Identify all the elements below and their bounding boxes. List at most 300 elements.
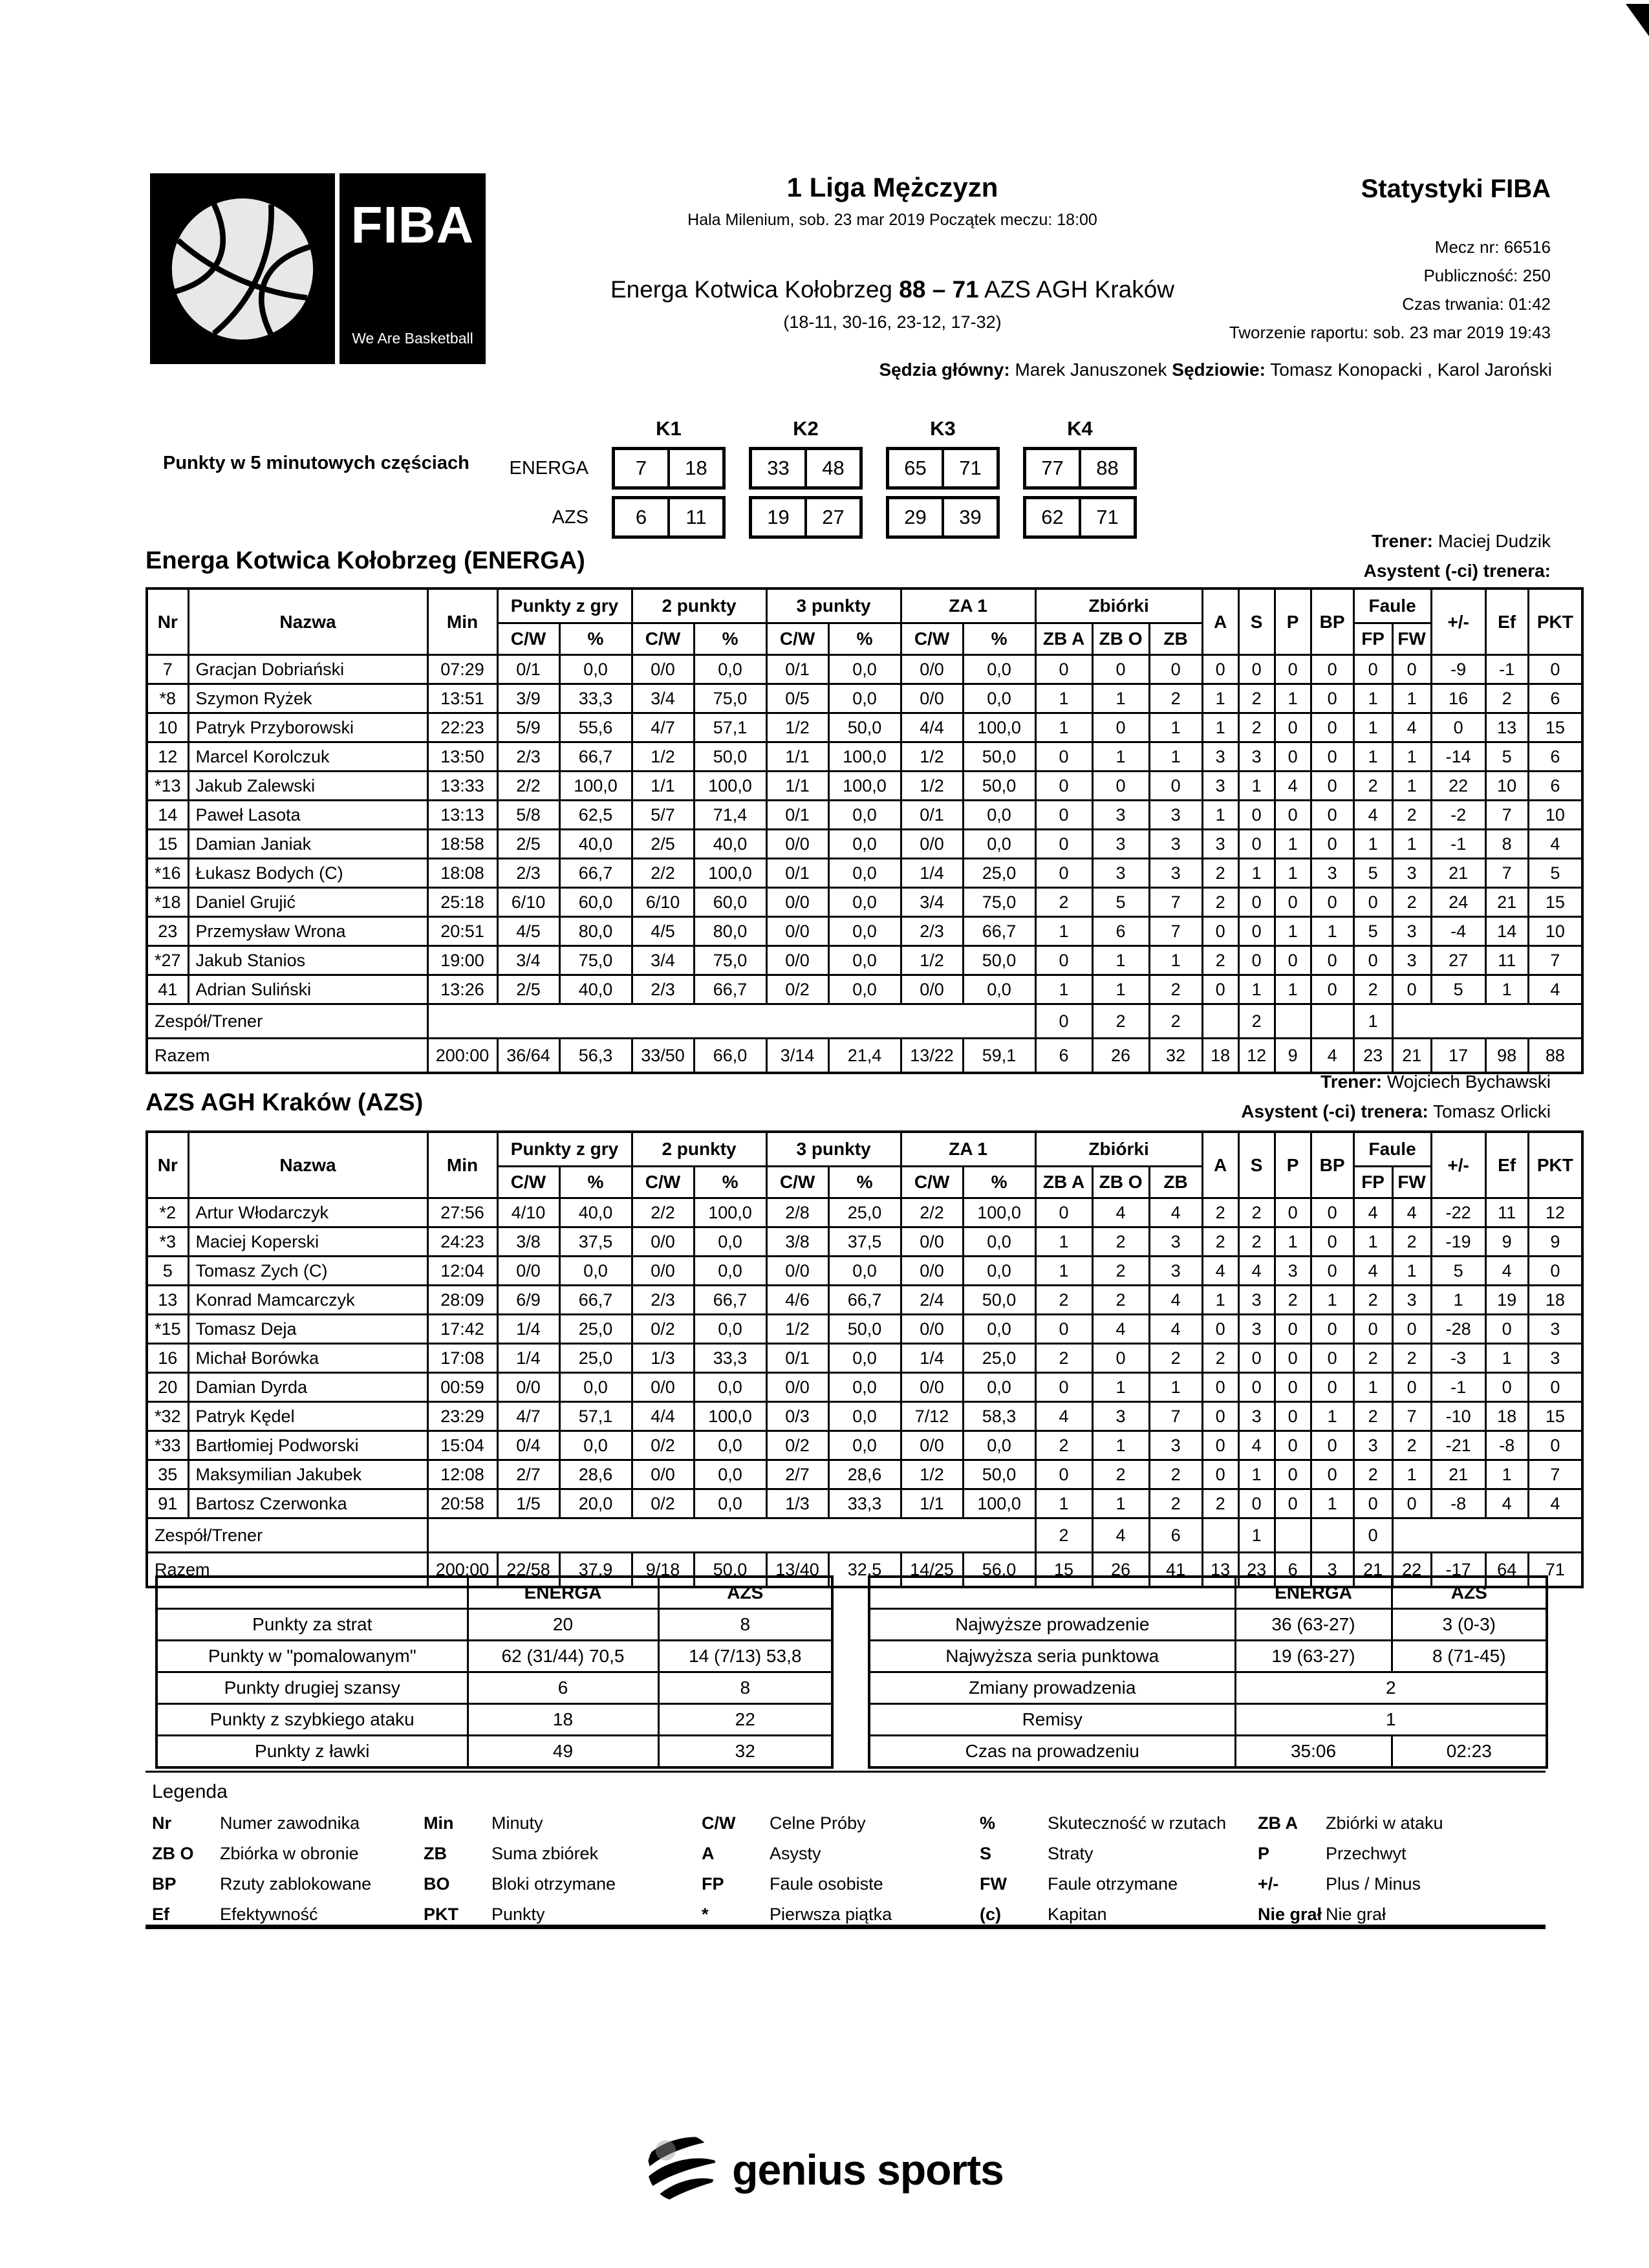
summary-row bbox=[869, 1609, 1547, 1641]
summary-row bbox=[869, 1736, 1547, 1768]
player-row bbox=[147, 1257, 1582, 1286]
stat-cell: 0/0 bbox=[632, 655, 694, 684]
stat-cell: 0/0 bbox=[632, 1460, 694, 1489]
player-row bbox=[147, 713, 1582, 742]
stat-cell: 0/0 bbox=[497, 1257, 559, 1286]
stat-cell: 50,0 bbox=[828, 713, 901, 742]
stat-cell: 0 bbox=[1035, 830, 1092, 859]
stat-cell: 0/1 bbox=[497, 655, 559, 684]
col-pct: % bbox=[559, 623, 632, 655]
stat-cell: 27 bbox=[1431, 946, 1485, 975]
coach-name: Maciej Dudzik bbox=[1432, 531, 1551, 551]
stat-cell: 5/8 bbox=[497, 801, 559, 830]
col-cw: C/W bbox=[497, 1167, 559, 1198]
summary-row bbox=[156, 1736, 832, 1768]
totals-label: Razem bbox=[147, 1039, 427, 1074]
stat-cell: 0 bbox=[1202, 1431, 1238, 1460]
total-cell: 56,0 bbox=[963, 1553, 1035, 1588]
team-heading-azs: AZS AGH Kraków (AZS) bbox=[146, 1089, 424, 1116]
stat-cell: 0 bbox=[1035, 772, 1092, 801]
stat-cell: 21 bbox=[1431, 859, 1485, 888]
stat-cell: 3 bbox=[1149, 830, 1202, 859]
header-center bbox=[524, 172, 1261, 332]
stat-cell: 22 bbox=[1431, 772, 1485, 801]
divider-line bbox=[146, 1771, 1546, 1773]
stat-cell: 0 bbox=[1311, 946, 1353, 975]
col-cw: C/W bbox=[632, 623, 694, 655]
referees-label: Sędziowie: bbox=[1172, 360, 1266, 380]
stat-cell: 0/1 bbox=[766, 859, 828, 888]
stat-cell: 33,3 bbox=[694, 1344, 766, 1373]
stat-cell: 0 bbox=[1311, 1344, 1353, 1373]
stat-cell: 66,7 bbox=[694, 975, 766, 1004]
stat-cell: 0 bbox=[1485, 1315, 1528, 1344]
col-pm: +/- bbox=[1431, 589, 1485, 655]
stat-cell: 0/0 bbox=[901, 1373, 963, 1402]
stat-cell: 4 bbox=[1485, 1257, 1528, 1286]
stat-cell: 0/0 bbox=[497, 1373, 559, 1402]
summary-value: 3 (0-3) bbox=[1392, 1609, 1547, 1641]
total-cell: 6 bbox=[1275, 1553, 1311, 1588]
stat-cell: 3 bbox=[1353, 1431, 1392, 1460]
player-name: Łukasz Bodych (C) bbox=[188, 859, 427, 888]
stat-cell: 25,0 bbox=[559, 1315, 632, 1344]
stat-cell: -3 bbox=[1431, 1344, 1485, 1373]
stat-cell: 2 bbox=[1149, 1004, 1202, 1039]
stat-cell: 0/0 bbox=[901, 1257, 963, 1286]
stat-cell: 57,1 bbox=[559, 1402, 632, 1431]
stat-cell: 2 bbox=[1149, 1344, 1202, 1373]
stat-cell: 23 bbox=[147, 917, 188, 946]
stat-cell: 25,0 bbox=[963, 859, 1035, 888]
stat-cell: 2 bbox=[1202, 1489, 1238, 1518]
summary-header-row bbox=[156, 1577, 832, 1609]
stat-cell: 1 bbox=[1238, 1518, 1275, 1553]
col-pm: +/- bbox=[1431, 1132, 1485, 1198]
stat-cell: 25:18 bbox=[427, 888, 497, 917]
stat-cell: 1/1 bbox=[901, 1489, 963, 1518]
summary-row bbox=[869, 1641, 1547, 1672]
stat-cell: 1/2 bbox=[632, 742, 694, 772]
period-score-box bbox=[749, 447, 863, 490]
coach-block-energa bbox=[1364, 526, 1551, 586]
stat-cell: 2/2 bbox=[497, 772, 559, 801]
total-cell: -17 bbox=[1431, 1553, 1485, 1588]
stats-table-energa bbox=[146, 587, 1584, 1074]
stat-cell: 0 bbox=[1238, 655, 1275, 684]
match-number: Mecz nr: 66516 bbox=[1434, 237, 1551, 257]
stat-cell: 0 bbox=[1275, 1460, 1311, 1489]
player-name: Tomasz Deja bbox=[188, 1315, 427, 1344]
stat-cell: 3 bbox=[1092, 1402, 1149, 1431]
stat-cell: 50,0 bbox=[828, 1315, 901, 1344]
stat-cell: 0 bbox=[1275, 1431, 1311, 1460]
stat-cell: 66,7 bbox=[828, 1286, 901, 1315]
team-row-label: Zespół/Trener bbox=[147, 1004, 427, 1039]
total-cell: 22/58 bbox=[497, 1553, 559, 1588]
col-group-fouls: Faule bbox=[1353, 589, 1431, 623]
stat-cell: 24 bbox=[1431, 888, 1485, 917]
total-cell: 9/18 bbox=[632, 1553, 694, 1588]
summary-header-row bbox=[869, 1577, 1547, 1609]
stat-cell: 1 bbox=[1392, 684, 1431, 713]
stat-cell: 10 bbox=[1485, 772, 1528, 801]
period-score-box bbox=[886, 496, 1000, 539]
stat-cell: -8 bbox=[1431, 1489, 1485, 1518]
stat-cell: 1 bbox=[1035, 1227, 1092, 1257]
brand-text: genius sports bbox=[732, 2145, 1004, 2194]
stat-cell: 2 bbox=[1392, 1344, 1431, 1373]
stat-cell: 18:08 bbox=[427, 859, 497, 888]
legend-definition: Przechwyt bbox=[1326, 1844, 1406, 1863]
legend-item bbox=[980, 1874, 1258, 1894]
player-row bbox=[147, 801, 1582, 830]
stat-cell: 00:59 bbox=[427, 1373, 497, 1402]
stat-cell: 2 bbox=[1149, 684, 1202, 713]
stat-cell: 2 bbox=[1035, 1518, 1092, 1553]
stat-cell: -2 bbox=[1431, 801, 1485, 830]
stat-cell bbox=[1311, 1518, 1353, 1553]
legend-definition: Suma zbiórek bbox=[491, 1844, 599, 1863]
stat-cell: 5 bbox=[1431, 975, 1485, 1004]
stat-cell: 0 bbox=[1275, 888, 1311, 917]
stat-cell: 12:08 bbox=[427, 1460, 497, 1489]
stat-cell: 4/10 bbox=[497, 1198, 559, 1227]
stat-cell: 50,0 bbox=[963, 946, 1035, 975]
stat-cell: 40,0 bbox=[559, 975, 632, 1004]
stat-cell: 0/4 bbox=[497, 1431, 559, 1460]
stat-cell: 3 bbox=[1238, 1315, 1275, 1344]
stat-cell: 100,0 bbox=[694, 859, 766, 888]
period-header: K1 bbox=[656, 417, 682, 440]
summary-team-header: AZS bbox=[658, 1577, 832, 1609]
stat-cell: *2 bbox=[147, 1198, 188, 1227]
legend-term: C/W bbox=[702, 1813, 736, 1833]
summary-value: 2 bbox=[1235, 1672, 1547, 1704]
summary-row bbox=[156, 1704, 832, 1736]
team-row-label: Zespół/Trener bbox=[147, 1518, 427, 1553]
stat-cell: 0 bbox=[1035, 1004, 1092, 1039]
stat-cell: 2 bbox=[1149, 975, 1202, 1004]
stat-cell: 20 bbox=[147, 1373, 188, 1402]
stat-cell: 12:04 bbox=[427, 1257, 497, 1286]
stat-cell: 4 bbox=[1238, 1431, 1275, 1460]
player-name: Maciej Koperski bbox=[188, 1227, 427, 1257]
player-name: Damian Janiak bbox=[188, 830, 427, 859]
summary-table-left bbox=[155, 1575, 834, 1769]
stat-cell: 50,0 bbox=[963, 742, 1035, 772]
summary-value: 1 bbox=[1235, 1704, 1547, 1736]
stat-cell: 1 bbox=[1353, 713, 1392, 742]
stat-cell: 5 bbox=[1353, 859, 1392, 888]
stat-cell: 80,0 bbox=[559, 917, 632, 946]
summary-value: 18 bbox=[468, 1704, 658, 1736]
stat-cell: 18:58 bbox=[427, 830, 497, 859]
stat-cell: 1 bbox=[1311, 1489, 1353, 1518]
stat-cell: 1 bbox=[1485, 1344, 1528, 1373]
coach-block-azs bbox=[1241, 1067, 1551, 1127]
stat-cell: 5 bbox=[1485, 742, 1528, 772]
legend-definition: Zbiórka w obronie bbox=[220, 1844, 359, 1863]
assistant-label: Asystent (-ci) trenera: bbox=[1241, 1101, 1428, 1121]
legend-term: % bbox=[980, 1813, 996, 1833]
stat-cell: 13:51 bbox=[427, 684, 497, 713]
stat-cell: 0 bbox=[1238, 946, 1275, 975]
total-cell: 6 bbox=[1035, 1039, 1092, 1074]
stat-cell: 4/4 bbox=[632, 1402, 694, 1431]
stat-cell: 10 bbox=[1528, 801, 1582, 830]
period-score-box bbox=[1023, 447, 1137, 490]
stat-cell: 25,0 bbox=[963, 1344, 1035, 1373]
player-name: Marcel Korolczuk bbox=[188, 742, 427, 772]
head-referee-label: Sędzia główny: bbox=[879, 360, 1010, 380]
stat-cell: 0/0 bbox=[901, 1431, 963, 1460]
stat-cell: 19 bbox=[1485, 1286, 1528, 1315]
stat-cell: 1/2 bbox=[766, 1315, 828, 1344]
stat-cell: 7 bbox=[1149, 917, 1202, 946]
player-name: Adrian Suliński bbox=[188, 975, 427, 1004]
stat-cell: 13:26 bbox=[427, 975, 497, 1004]
assistant-line bbox=[1241, 1097, 1551, 1127]
stat-cell: 5 bbox=[1353, 917, 1392, 946]
stat-cell: 5 bbox=[1528, 859, 1582, 888]
stat-cell: 2 bbox=[1238, 1198, 1275, 1227]
stat-cell: 0 bbox=[1238, 830, 1275, 859]
stat-cell: 0 bbox=[1311, 1227, 1353, 1257]
stat-cell: 2 bbox=[1092, 1286, 1149, 1315]
stat-cell: 21 bbox=[1485, 888, 1528, 917]
stat-cell: 100,0 bbox=[694, 772, 766, 801]
stat-cell: 15:04 bbox=[427, 1431, 497, 1460]
stat-cell: 2/2 bbox=[632, 859, 694, 888]
stat-cell: 0 bbox=[1311, 742, 1353, 772]
stat-cell: 1/2 bbox=[901, 742, 963, 772]
stat-cell: 4 bbox=[1528, 1489, 1582, 1518]
col-bp: BP bbox=[1311, 1132, 1353, 1198]
legend-definition: Plus / Minus bbox=[1326, 1874, 1421, 1894]
stat-cell: 7 bbox=[1528, 946, 1582, 975]
period-score: 71 bbox=[1079, 499, 1134, 535]
stat-cell: 2 bbox=[1353, 772, 1392, 801]
col-group-fouls: Faule bbox=[1353, 1132, 1431, 1167]
coach-name: Wojciech Bychawski bbox=[1382, 1072, 1551, 1092]
stat-cell: 0,0 bbox=[828, 684, 901, 713]
stat-cell: 66,7 bbox=[963, 917, 1035, 946]
stat-cell: 1 bbox=[1149, 946, 1202, 975]
total-cell: 59,1 bbox=[963, 1039, 1035, 1074]
col-zba: ZB A bbox=[1035, 623, 1092, 655]
stat-cell: 0/0 bbox=[901, 684, 963, 713]
stat-cell: 0 bbox=[1149, 655, 1202, 684]
fiba-tagline: We Are Basketball bbox=[352, 330, 473, 347]
stat-cell: 0,0 bbox=[828, 859, 901, 888]
stat-cell: 1 bbox=[1275, 859, 1311, 888]
legend-item bbox=[424, 1813, 702, 1833]
stat-cell: 0 bbox=[1202, 917, 1238, 946]
stat-cell: 2/2 bbox=[632, 1198, 694, 1227]
stat-cell: 1 bbox=[1092, 1431, 1149, 1460]
stat-cell: 7 bbox=[1149, 1402, 1202, 1431]
stat-cell: 0 bbox=[1238, 1373, 1275, 1402]
stat-cell: 3/9 bbox=[497, 684, 559, 713]
stat-cell: 2/8 bbox=[766, 1198, 828, 1227]
period-team-label: ENERGA bbox=[509, 457, 588, 479]
period-score: 48 bbox=[804, 450, 859, 486]
stat-cell: 2/7 bbox=[497, 1460, 559, 1489]
assistant-label: Asystent (-ci) trenera: bbox=[1363, 561, 1551, 581]
stat-cell: 0,0 bbox=[694, 1489, 766, 1518]
stat-cell: 91 bbox=[147, 1489, 188, 1518]
stat-cell: -19 bbox=[1431, 1227, 1485, 1257]
period-score: 77 bbox=[1041, 457, 1064, 479]
summary-label: Najwyższa seria punktowa bbox=[869, 1641, 1235, 1672]
col-pct: % bbox=[694, 1167, 766, 1198]
period-score: 29 bbox=[904, 506, 927, 528]
period-score: 71 bbox=[942, 450, 997, 486]
legend-definition: Kapitan bbox=[1048, 1905, 1107, 1924]
stat-cell: 0 bbox=[1275, 1315, 1311, 1344]
stat-cell: 7 bbox=[1485, 859, 1528, 888]
referees: Tomasz Konopacki , Karol Jaroński bbox=[1265, 360, 1552, 380]
stat-cell: 4 bbox=[1092, 1315, 1149, 1344]
summary-value: 20 bbox=[468, 1609, 658, 1641]
stat-cell: *13 bbox=[147, 772, 188, 801]
home-team: Energa Kotwica Kołobrzeg bbox=[610, 276, 893, 303]
stat-cell: -8 bbox=[1485, 1431, 1528, 1460]
fiba-logo bbox=[150, 173, 486, 364]
stat-cell: 10 bbox=[1528, 917, 1582, 946]
periods-grid bbox=[491, 417, 1137, 539]
stat-cell: 4 bbox=[1238, 1257, 1275, 1286]
legend-definition: Punkty bbox=[491, 1905, 545, 1924]
summary-value: 6 bbox=[468, 1672, 658, 1704]
stat-cell: 7 bbox=[1149, 888, 1202, 917]
player-name: Tomasz Zych (C) bbox=[188, 1257, 427, 1286]
stat-cell: 2 bbox=[1238, 1004, 1275, 1039]
player-name: Szymon Ryżek bbox=[188, 684, 427, 713]
stat-cell: 0 bbox=[1035, 1198, 1092, 1227]
col-pct: % bbox=[559, 1167, 632, 1198]
stat-cell: 0 bbox=[1035, 1373, 1092, 1402]
stat-cell: 0 bbox=[1092, 655, 1149, 684]
stat-cell: 16 bbox=[147, 1344, 188, 1373]
player-row bbox=[147, 1344, 1582, 1373]
stat-cell: 20:51 bbox=[427, 917, 497, 946]
stat-cell: 4 bbox=[1392, 713, 1431, 742]
summary-label: Punkty za strat bbox=[156, 1609, 468, 1641]
stat-cell: 0,0 bbox=[963, 801, 1035, 830]
stat-cell: 4 bbox=[1035, 1402, 1092, 1431]
stat-cell: 50,0 bbox=[963, 1460, 1035, 1489]
stat-cell: 0/1 bbox=[766, 1344, 828, 1373]
stat-cell: 2 bbox=[1238, 713, 1275, 742]
stat-cell: 1 bbox=[1035, 1257, 1092, 1286]
stat-cell: 4 bbox=[1092, 1518, 1149, 1553]
stat-cell: 0 bbox=[1275, 1373, 1311, 1402]
stat-cell: 1/3 bbox=[632, 1344, 694, 1373]
stat-cell: 4/6 bbox=[766, 1286, 828, 1315]
player-row bbox=[147, 946, 1582, 975]
stat-cell: 2 bbox=[1353, 1344, 1392, 1373]
stat-cell: 3 bbox=[1392, 917, 1431, 946]
stat-cell: 1 bbox=[1035, 713, 1092, 742]
stat-cell: 3/4 bbox=[901, 888, 963, 917]
total-cell: 37,9 bbox=[559, 1553, 632, 1588]
player-row bbox=[147, 975, 1582, 1004]
stat-cell: 2 bbox=[1392, 888, 1431, 917]
stat-cell: 0 bbox=[1275, 1489, 1311, 1518]
stat-cell: 1/5 bbox=[497, 1489, 559, 1518]
col-fw: FW bbox=[1392, 623, 1431, 655]
period-score: 62 bbox=[1041, 506, 1064, 528]
stat-cell: 13 bbox=[147, 1286, 188, 1315]
stat-cell: 1 bbox=[1353, 1373, 1392, 1402]
stat-cell: 20,0 bbox=[559, 1489, 632, 1518]
stat-cell: 15 bbox=[1528, 713, 1582, 742]
match-meta bbox=[1229, 233, 1551, 347]
stat-cell: 0/0 bbox=[632, 1227, 694, 1257]
legend-definition: Zbiórki w ataku bbox=[1326, 1813, 1443, 1833]
stat-cell: 1/2 bbox=[901, 1460, 963, 1489]
stat-cell: 60,0 bbox=[694, 888, 766, 917]
scan-artifact bbox=[1626, 4, 1649, 36]
stat-cell bbox=[1275, 1518, 1311, 1553]
venue-date: Hala Milenium, sob. 23 mar 2019 Początek meczu: 18:00 bbox=[687, 211, 1097, 229]
summary-value: 14 (7/13) 53,8 bbox=[658, 1641, 832, 1672]
stat-cell: 4 bbox=[1149, 1315, 1202, 1344]
stat-cell: 2 bbox=[1035, 888, 1092, 917]
stat-cell: 0 bbox=[1431, 713, 1485, 742]
player-name: Jakub Stanios bbox=[188, 946, 427, 975]
col-p: P bbox=[1275, 589, 1311, 655]
stat-cell: -14 bbox=[1431, 742, 1485, 772]
stat-cell: 2/3 bbox=[632, 1286, 694, 1315]
stat-cell: 0,0 bbox=[828, 1344, 901, 1373]
stat-cell: 5/9 bbox=[497, 713, 559, 742]
stat-cell: 15 bbox=[1528, 1402, 1582, 1431]
stat-cell: 16 bbox=[1431, 684, 1485, 713]
stat-cell bbox=[427, 1004, 1035, 1039]
legend-term: BP bbox=[152, 1874, 177, 1894]
stat-cell: 0/0 bbox=[901, 975, 963, 1004]
stat-cell: 2/5 bbox=[632, 830, 694, 859]
col-a: A bbox=[1202, 589, 1238, 655]
legend-definition: Numer zawodnika bbox=[220, 1813, 360, 1833]
col-group-2p: 2 punkty bbox=[632, 589, 766, 623]
col-cw: C/W bbox=[766, 1167, 828, 1198]
stat-cell: 0,0 bbox=[828, 1373, 901, 1402]
stat-cell: 4 bbox=[1353, 801, 1392, 830]
stat-cell: 2 bbox=[1238, 684, 1275, 713]
stat-cell: 4 bbox=[1353, 1257, 1392, 1286]
player-row bbox=[147, 1227, 1582, 1257]
period-score: 7 bbox=[635, 457, 647, 479]
total-cell: 17 bbox=[1431, 1039, 1485, 1074]
stat-cell: 0 bbox=[1353, 1489, 1392, 1518]
stat-cell: 3 bbox=[1092, 859, 1149, 888]
stat-cell: *16 bbox=[147, 859, 188, 888]
stat-cell: 0 bbox=[1392, 1373, 1431, 1402]
stat-cell: 0,0 bbox=[694, 1315, 766, 1344]
legend-term: Ef bbox=[152, 1905, 169, 1924]
stat-cell: 1/1 bbox=[766, 742, 828, 772]
total-cell: 200:00 bbox=[427, 1039, 497, 1074]
player-row bbox=[147, 1198, 1582, 1227]
stat-cell: 2/2 bbox=[901, 1198, 963, 1227]
stat-cell: 1/4 bbox=[901, 1344, 963, 1373]
stat-cell: 1 bbox=[1035, 917, 1092, 946]
stat-cell: 2/3 bbox=[497, 859, 559, 888]
